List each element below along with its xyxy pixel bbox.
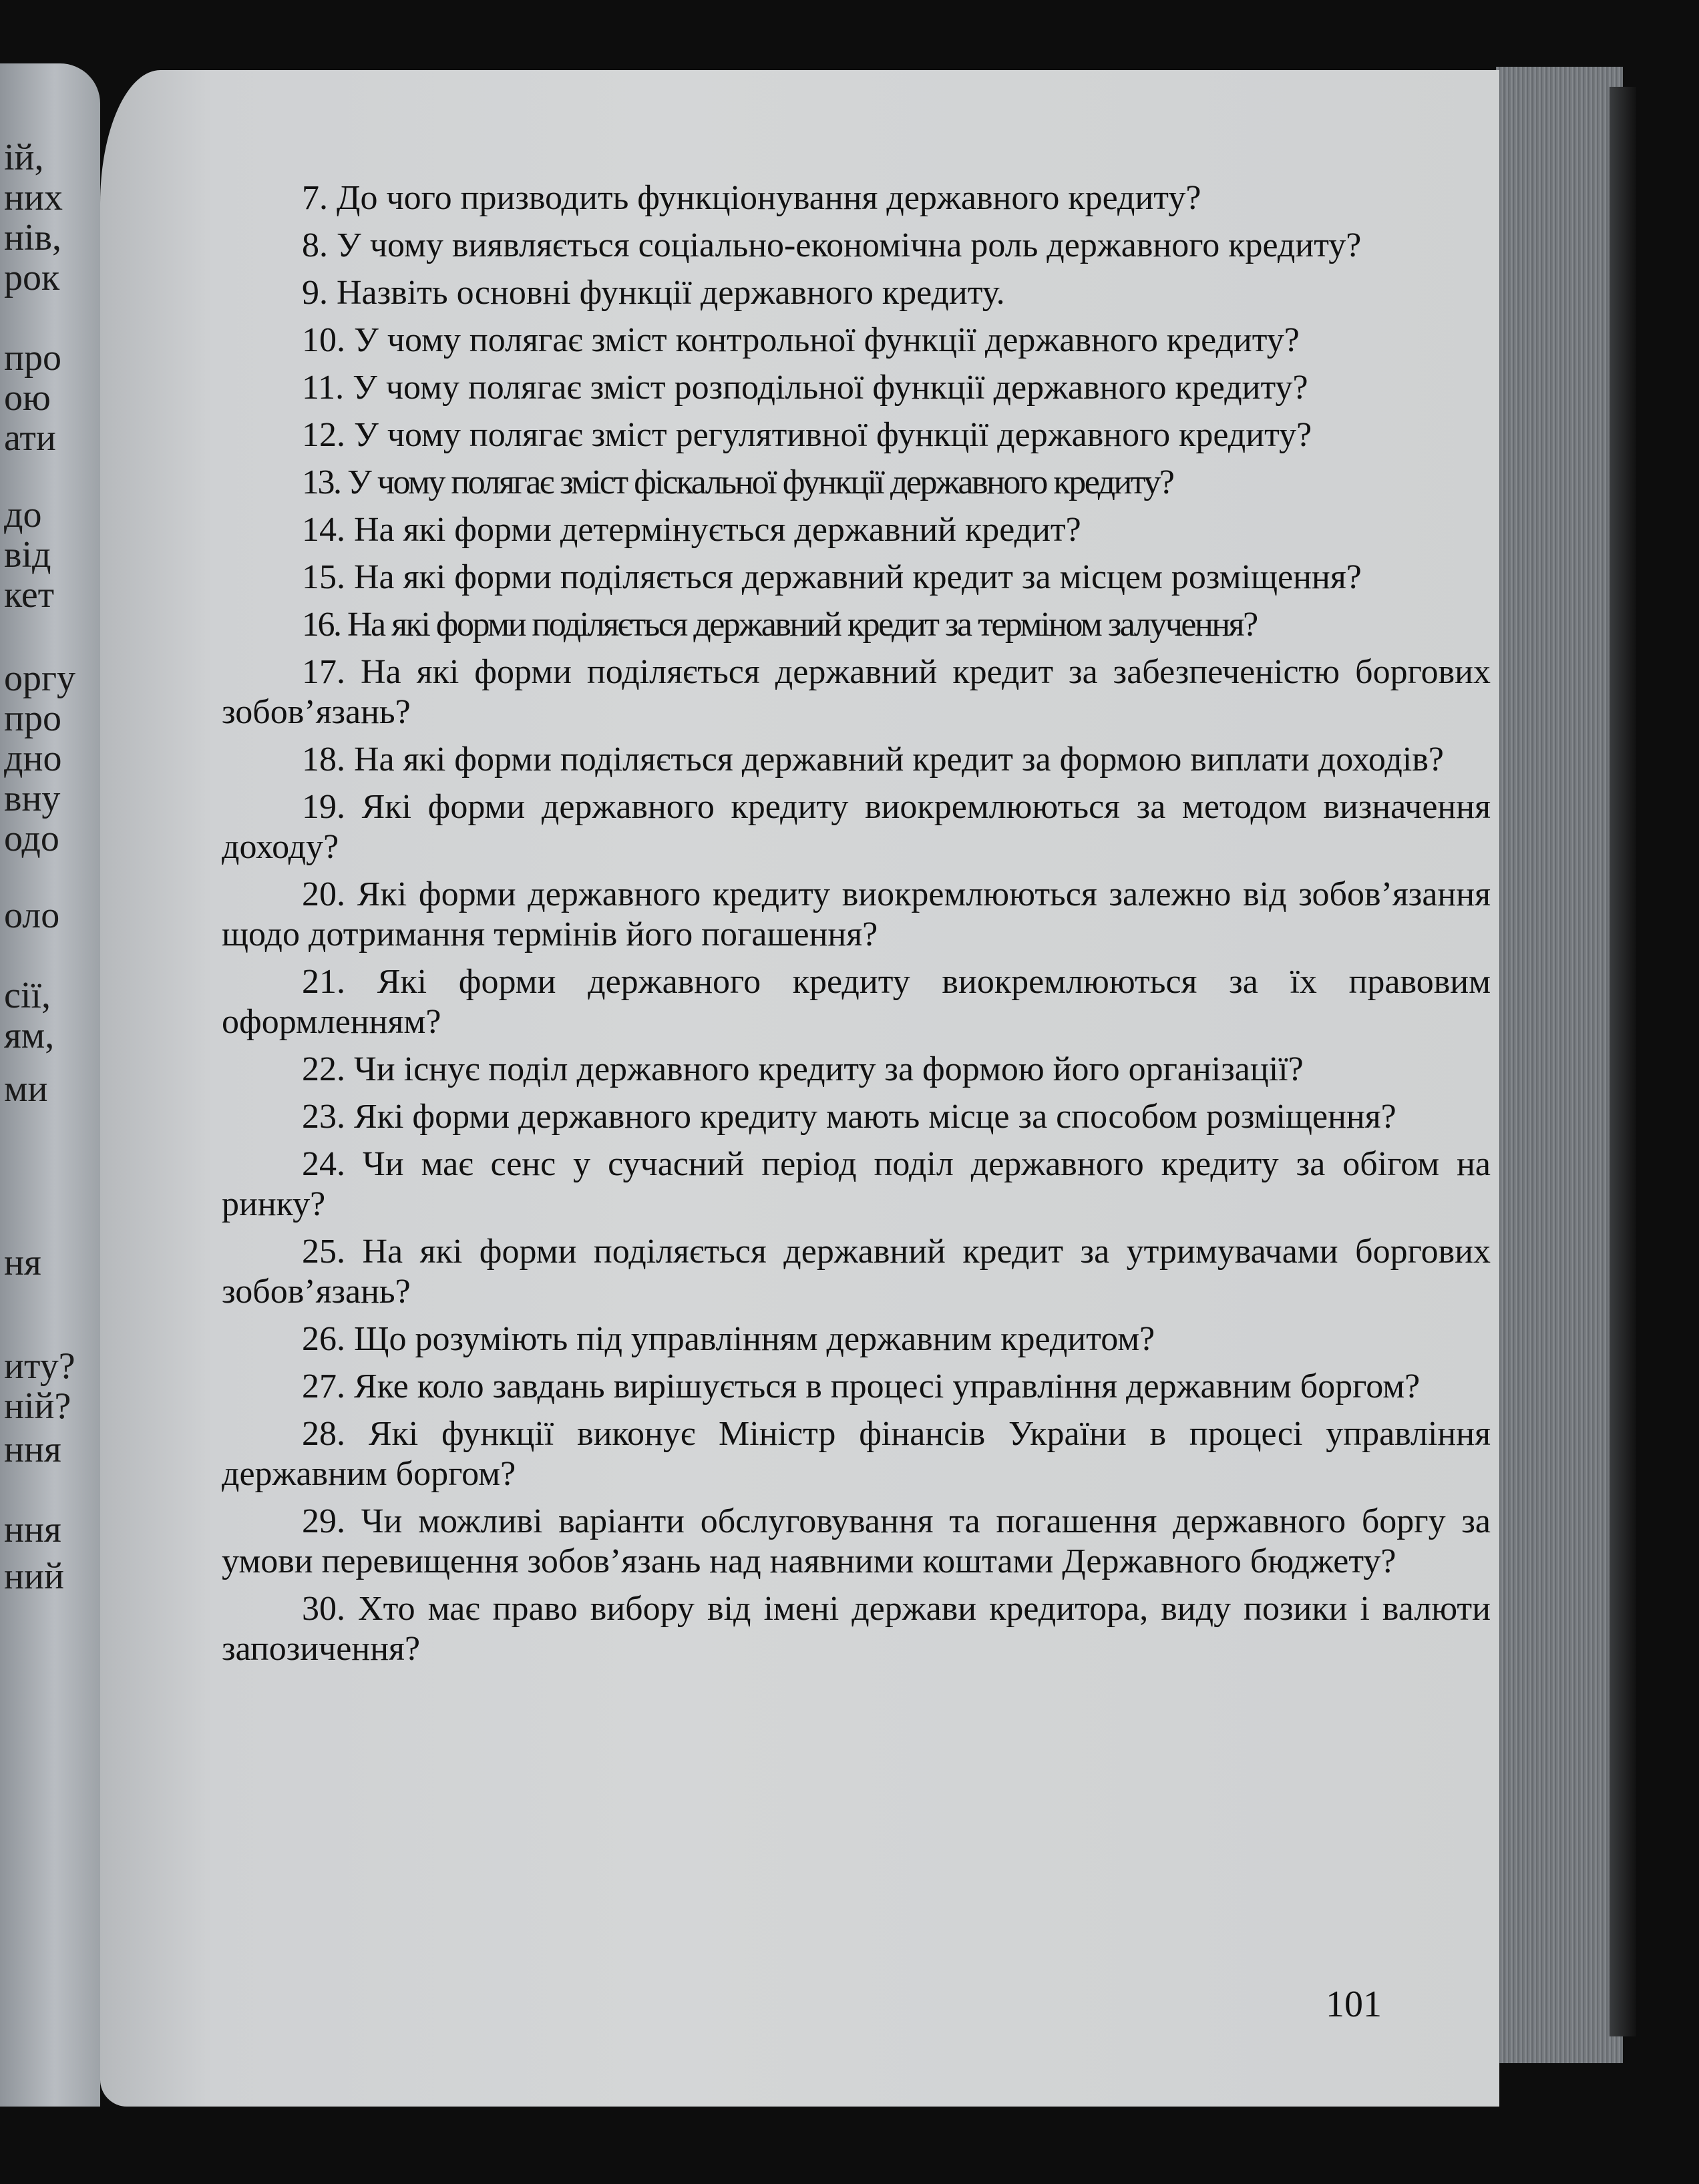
left-page-text-fragment: ння (4, 1429, 61, 1470)
left-page-text-fragment: вну (4, 778, 61, 819)
question-item: 30. Хто має право вибору від імені держави кредитора, виду позики і валюти запозичення? (222, 1590, 1491, 1668)
question-item: 27. Яке коло завдань вирішується в процесі управління державним боргом? (302, 1367, 1421, 1405)
left-page-text-fragment: від (4, 534, 51, 576)
left-page-text-fragment: про (4, 698, 61, 739)
left-page-text-fragment: иту? (4, 1345, 75, 1387)
left-page-text-fragment: ям, (4, 1015, 55, 1056)
question-item: 25. На які форми поділяється державний кредит за утримувачами боргових зобов’язань? (222, 1233, 1491, 1311)
question-list (222, 178, 1491, 1677)
left-page-text-fragment: рок (4, 257, 60, 298)
question-item: 28. Які функції виконує Міністр фінансів України в процесі управління державним боргом? (222, 1415, 1491, 1493)
question-item: 10. У чому полягає зміст контрольної функції державного кредиту? (302, 321, 1300, 359)
question-item: 16. На які форми поділяється державний кредит за терміном залучення? (302, 606, 1257, 644)
left-page-text-fragment: ня (4, 1242, 41, 1283)
question-item: 21. Які форми державного кредиту виокремлюються за їх правовим оформленням? (222, 963, 1491, 1041)
question-item: 12. У чому полягає зміст регулятивної функції державного кредиту? (302, 416, 1312, 454)
book-edge-shadow (1610, 87, 1636, 2036)
question-item: 19. Які форми державного кредиту виокремлюються за методом визначення доходу? (222, 788, 1491, 866)
left-page-text-fragment: одо (4, 818, 59, 859)
question-item: 22. Чи існує поділ державного кредиту за формою його організації? (302, 1050, 1304, 1088)
question-item: 23. Які форми державного кредиту мають місце за способом розміщення? (302, 1098, 1396, 1136)
left-page-text-fragment: ми (4, 1068, 48, 1110)
book-page (100, 70, 1499, 2107)
question-item: 15. На які форми поділяється державний кредит за місцем розміщення? (302, 558, 1362, 596)
left-page-text-fragment: кет (4, 574, 55, 616)
left-page-text-fragment: оло (4, 895, 60, 936)
left-page-text-fragment: них (4, 177, 63, 218)
question-item: 20. Які форми державного кредиту виокремлюються залежно від зобов’язання щодо дотримання термінів його погашення? (222, 875, 1491, 953)
left-page-text-fragment: оргу (4, 658, 75, 699)
page-number: 101 (1326, 1984, 1382, 2025)
left-facing-page (0, 63, 100, 2107)
question-item: 24. Чи має сенс у сучасний період поділ державного кредиту за обігом на ринку? (222, 1145, 1491, 1223)
question-item: 8. У чому виявляється соціально-економічна роль державного кредиту? (302, 226, 1362, 264)
left-page-text-fragment: про (4, 337, 61, 379)
left-page-text-fragment: ою (4, 377, 51, 419)
question-item: 9. Назвіть основні функції державного кредиту. (302, 274, 1005, 312)
left-page-text-fragment: ння (4, 1509, 61, 1550)
book-page-edges (1496, 67, 1623, 2063)
left-page-text-fragment: ний (4, 1556, 64, 1597)
question-item: 17. На які форми поділяється державний кредит за забезпеченістю боргових зобов’язань? (222, 653, 1491, 731)
left-page-text-fragment: до (4, 494, 42, 535)
left-page-text-fragment: ати (4, 417, 56, 459)
question-item: 13. У чому полягає зміст фіскальної функції державного кредиту? (302, 463, 1173, 501)
question-item: 14. На які форми детермінується державний кредит? (302, 511, 1081, 549)
left-page-text-fragment: ій, (4, 137, 44, 178)
left-page-text-fragment: нів, (4, 217, 61, 258)
question-item: 7. До чого призводить функціонування державного кредиту? (302, 179, 1201, 217)
question-item: 18. На які форми поділяється державний кредит за формою виплати доходів? (302, 740, 1444, 779)
question-item: 11. У чому полягає зміст розподільної функції державного кредиту? (302, 369, 1308, 407)
left-page-text-fragment: дно (4, 738, 62, 779)
question-item: 26. Що розуміють під управлінням державним кредитом? (302, 1320, 1155, 1358)
question-item: 29. Чи можливі варіанти обслуговування та погашення державного боргу за умови перевищення зобов’язань над наявними коштами Державного бюджету? (222, 1502, 1491, 1580)
left-page-text-fragment: ній? (4, 1385, 71, 1427)
left-page-text-fragment: сії, (4, 975, 51, 1016)
